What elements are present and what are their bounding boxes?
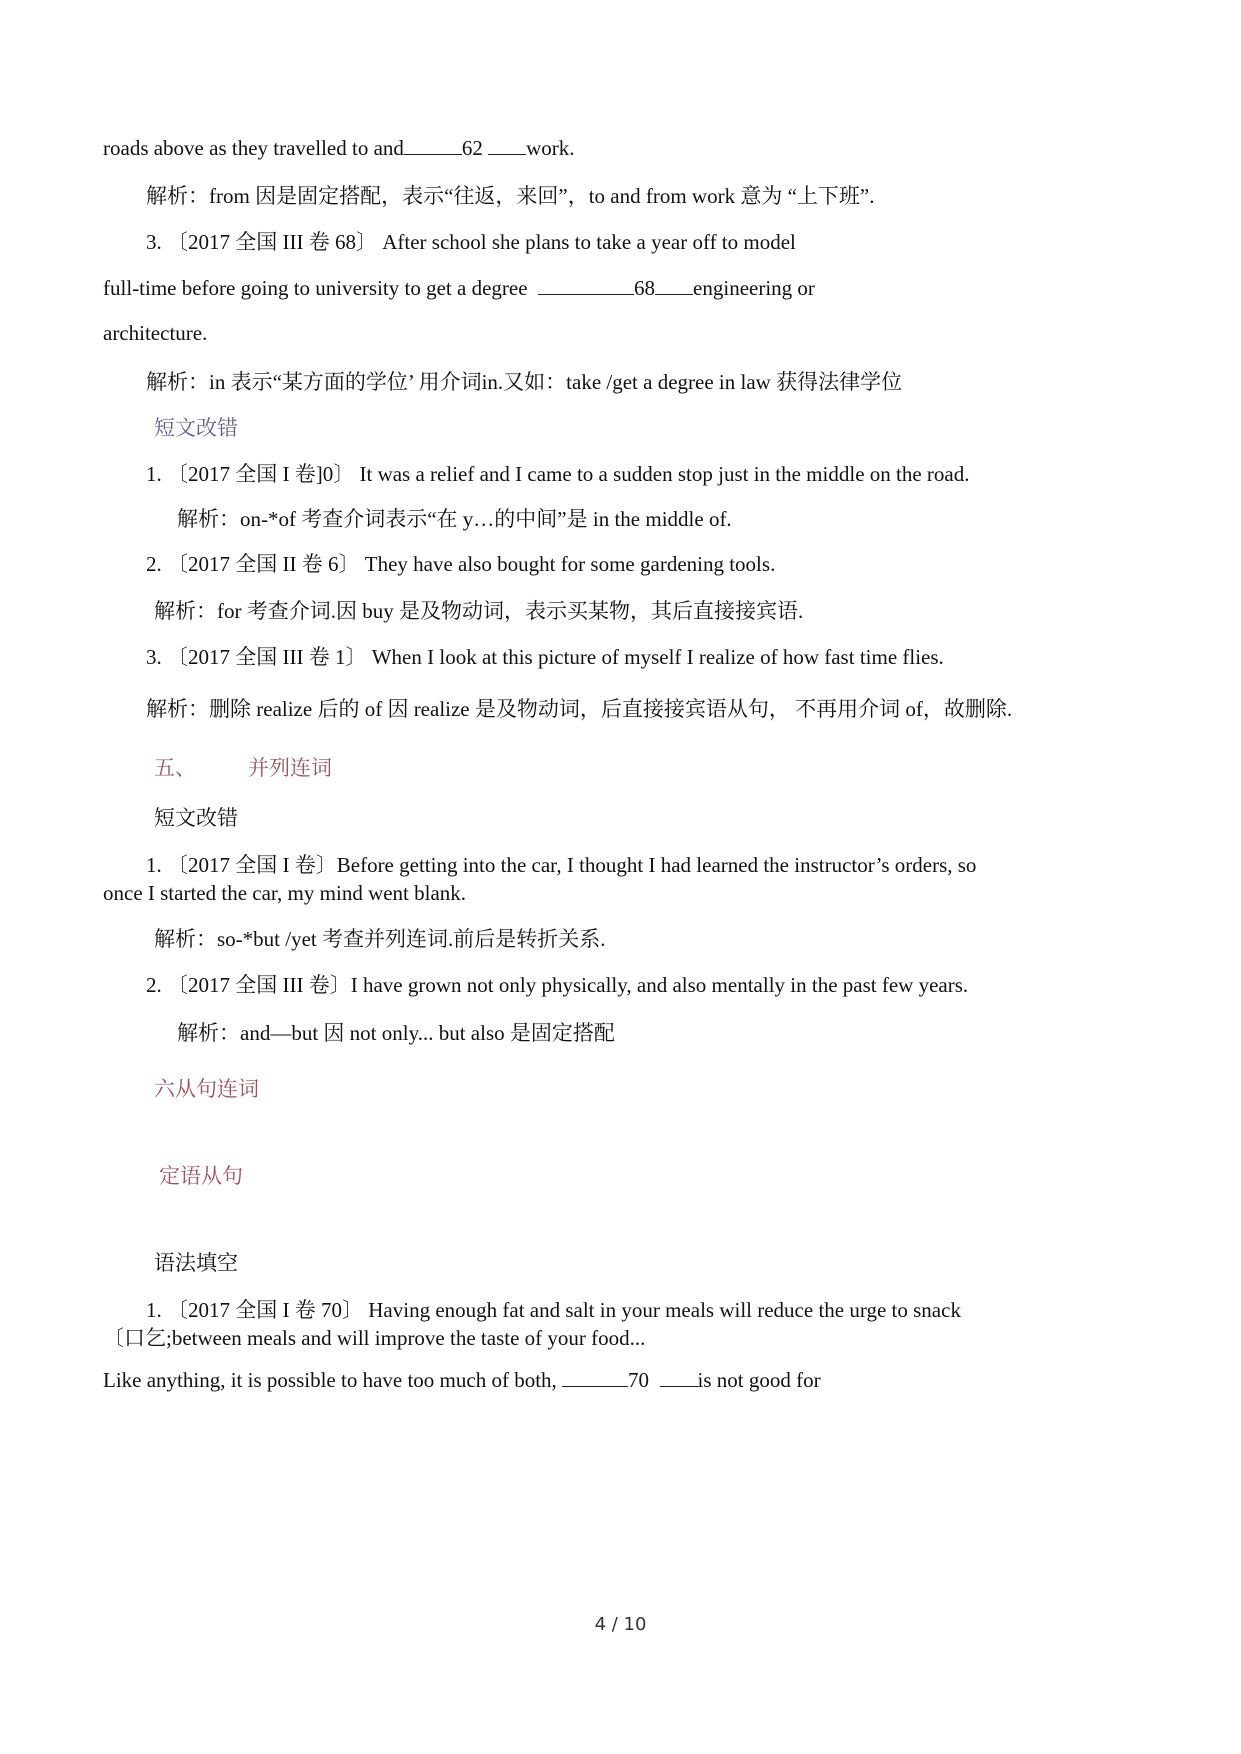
text-line [103, 134, 575, 162]
text-line: 〔口乞;between meals and will improve the taste of your food... [103, 1326, 646, 1350]
line-text: roads above as they travelled to and [103, 136, 404, 160]
analysis-line: 解析：删除 realize 后的 of 因 realize 是及物动词，后直接接宾语从句， 不再用介词 of，故删除. [146, 697, 1013, 721]
line-text: full-time before going to university to get a degree [103, 276, 528, 300]
line-text: engineering or [693, 276, 815, 300]
answer-blank [562, 1368, 628, 1387]
blank-number: 70 [628, 1368, 650, 1392]
section-heading: 短文改错 [154, 416, 238, 440]
line-text: Like anything, it is possible to have too much of both, [103, 1368, 557, 1392]
analysis-line: 解析：so-*but /yet 考查并列连词.前后是转折关系. [154, 927, 606, 951]
line-text: is not good for [697, 1368, 821, 1392]
answer-blank [655, 276, 693, 295]
subsection-heading: 语法填空 [154, 1251, 238, 1275]
analysis-line: 解析：in 表示“某方面的学位’ 用介词in.又如：take /get a degree in law 获得法律学位 [146, 370, 903, 394]
question-paragraph: 1. 〔2017 全国 I 卷〕Before getting into the car, I thought I had learned the instructor’s orders, so once I started the car, my mind went blank. [103, 853, 977, 905]
blank-number: 62 [461, 136, 483, 160]
page-number: 4 / 10 [594, 1614, 647, 1635]
heading-number: 五、 [154, 756, 196, 780]
question-line: 2. 〔2017 全国 III 卷〕I have grown not only physically, and also mentally in the past few years. [146, 973, 969, 997]
answer-blank [660, 1368, 698, 1387]
question-line: 2. 〔2017 全国 II 卷 6〕 They have also bought for some gardening tools. [146, 552, 776, 576]
answer-blank [538, 276, 634, 295]
question-line: 3. 〔2017 全国 III 卷 68〕 After school she plans to take a year off to model [146, 230, 796, 254]
answer-blank [404, 136, 462, 155]
blank-number: 68 [634, 276, 656, 300]
section-heading: 六从句连词 [154, 1077, 259, 1101]
line-text: work. [526, 136, 575, 160]
text-line [103, 274, 815, 302]
text-line [103, 1366, 821, 1394]
answer-blank [488, 136, 526, 155]
subsection-heading: 短文改错 [154, 806, 238, 830]
text-line: architecture. [103, 321, 208, 345]
question-line: 1. 〔2017 全国 I 卷 70〕 Having enough fat and salt in your meals will reduce the urge to snack [146, 1298, 961, 1322]
section-heading [154, 754, 332, 782]
analysis-line: 解析：on-*of 考查介词表示“在 y…的中间”是 in the middle of. [177, 507, 732, 531]
analysis-line: 解析：and—but 因 not only... but also 是固定搭配 [177, 1021, 615, 1045]
section-heading: 定语从句 [159, 1164, 243, 1188]
heading-title: 并列连词 [248, 756, 332, 780]
analysis-line: 解析：from 因是固定搭配，表示“往返，来回”，to and from work 意为 “上下班”. [146, 184, 875, 208]
analysis-line: 解析：for 考查介词.因 buy 是及物动词，表示买某物，其后直接接宾语. [154, 599, 804, 623]
question-line: 1. 〔2017 全国 I 卷]0〕 It was a relief and I came to a sudden stop just in the middle on the road. [146, 462, 970, 486]
question-line: 3. 〔2017 全国 III 卷 1〕 When I look at this picture of myself I realize of how fast time flies. [146, 645, 944, 669]
